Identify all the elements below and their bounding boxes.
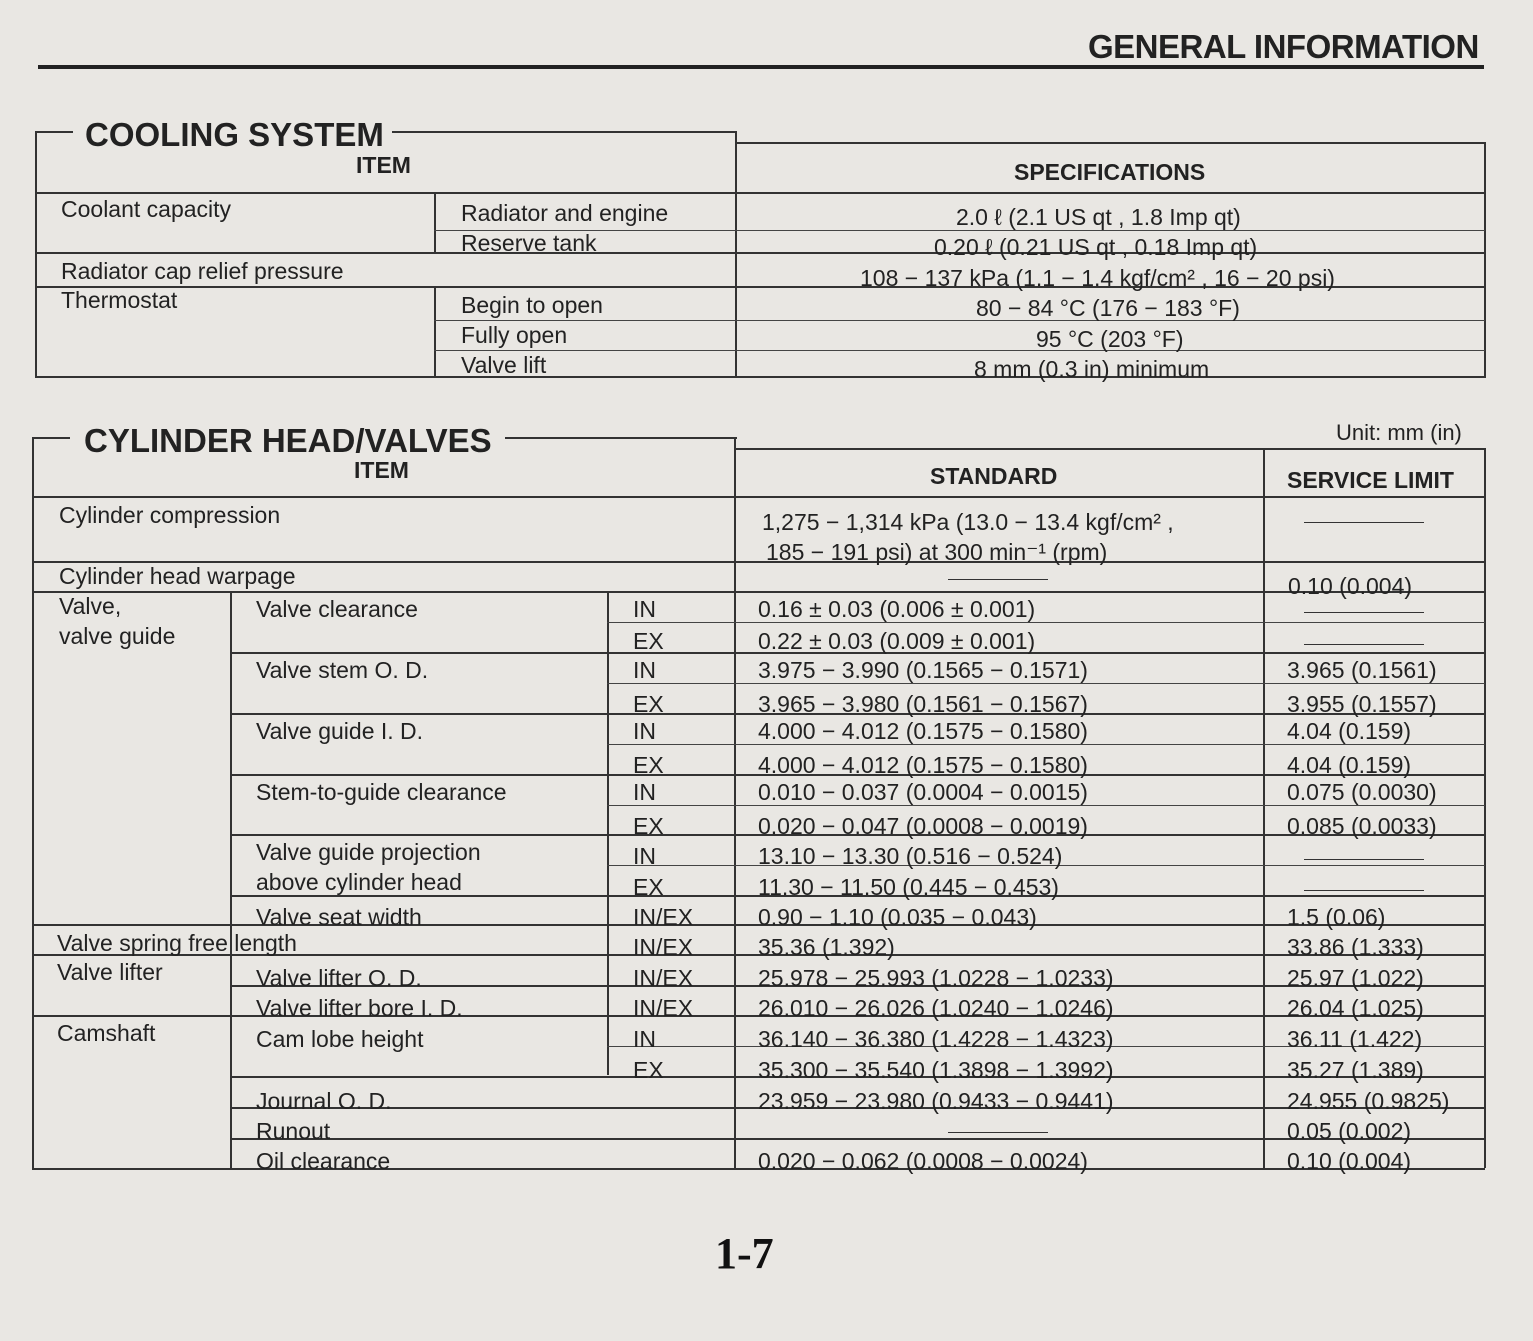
row-item-label: Valve clearance [256,596,418,622]
row-item-label: Cam lobe height [256,1026,424,1052]
row-service-limit: 0.085 (0.0033) [1287,813,1437,839]
row-standard-value: 0.90 − 1.10 (0.035 − 0.043) [758,904,1037,930]
row-side-label: IN/EX [633,965,694,991]
row-standard-value: 11.30 − 11.50 (0.445 − 0.453) [758,874,1059,900]
row-service-limit: 4.04 (0.159) [1287,718,1412,744]
unit-label: Unit: mm (in) [1336,420,1462,445]
row-standard-value: 0.020 − 0.047 (0.0008 − 0.0019) [758,813,1088,839]
row-item-label: Oil clearance [256,1148,391,1174]
row-item-label: Valve seat width [256,904,422,930]
row-service-limit: 36.11 (1.422) [1287,1026,1423,1052]
row-item-label: Valve guide I. D. [256,718,424,744]
camshaft-label: Camshaft [57,1020,156,1046]
row-service-limit: 0.075 (0.0030) [1287,779,1437,805]
reserve-tank-value: 0.20 ℓ (0.21 US qt , 0.18 Imp qt) [934,234,1258,260]
row-side-label: IN [633,843,656,869]
row-service-limit: 1.5 (0.06) [1287,904,1386,930]
row-service-limit: 25.97 (1.022) [1287,965,1424,991]
service-limit-header: SERVICE LIMIT [1287,467,1454,493]
row-standard-value: 13.10 − 13.30 (0.516 − 0.524) [758,843,1063,869]
row-item-label: Runout [256,1118,331,1144]
row-service-limit: 33.86 (1.333) [1287,934,1424,960]
row-side-label: IN/EX [633,904,694,930]
row-side-label: EX [633,752,664,778]
page-title: GENERAL INFORMATION [1088,28,1479,65]
row-standard-value: 25.978 − 25.993 (1.0228 − 1.0233) [758,965,1114,991]
cooling-system-title: COOLING SYSTEM [79,116,390,154]
row-item-label: Journal O. D. [256,1088,392,1114]
compression-standard-line1: 1,275 − 1,314 kPa (13.0 − 13.4 kgf/cm² , [762,509,1174,535]
runout-standard-dash [948,1132,1048,1133]
row-standard-value: 3.965 − 3.980 (0.1561 − 0.1567) [758,691,1088,717]
row-item-label: Stem-to-guide clearance [256,779,507,805]
service-limit-dash [1304,859,1424,860]
fully-open-value: 95 °C (203 °F) [1036,326,1184,352]
row-side-label: IN/EX [633,995,694,1021]
row-item-label: Valve stem O. D. [256,657,429,683]
row-service-limit: 35.27 (1.389) [1287,1057,1424,1083]
spring-length-label: Valve spring free length [57,930,297,956]
row-side-label: EX [633,691,664,717]
guide-projection-label-line2: above cylinder head [256,869,462,895]
thermostat-label: Thermostat [61,287,178,313]
cylinder-compression-label: Cylinder compression [59,502,281,528]
service-limit-dash [1304,644,1424,645]
row-service-limit: 0.10 (0.004) [1287,1148,1412,1174]
row-standard-value: 35.300 − 35.540 (1.3898 − 1.3992) [758,1057,1114,1083]
page-number: 1-7 [715,1229,774,1278]
row-standard-value: 35.36 (1.392) [758,934,895,960]
row-standard-value: 0.22 ± 0.03 (0.009 ± 0.001) [758,628,1036,654]
row-item-label: Valve lifter bore I. D. [256,995,463,1021]
row-side-label: IN [633,718,656,744]
row-standard-value: 4.000 − 4.012 (0.1575 − 0.1580) [758,718,1088,744]
cylinder-item-header: ITEM [354,457,409,483]
radiator-engine-value: 2.0 ℓ (2.1 US qt , 1.8 Imp qt) [956,204,1241,230]
radiator-cap-label: Radiator cap relief pressure [61,258,344,284]
begin-to-open-value: 80 − 84 °C (176 − 183 °F) [976,295,1240,321]
row-service-limit: 3.955 (0.1557) [1287,691,1437,717]
row-service-limit: 0.05 (0.002) [1287,1118,1412,1144]
row-standard-value: 0.16 ± 0.03 (0.006 ± 0.001) [758,596,1036,622]
row-side-label: EX [633,874,664,900]
valve-group-label-line1: Valve, [59,593,122,619]
begin-to-open-label: Begin to open [461,292,603,318]
row-service-limit: 24.955 (0.9825) [1287,1088,1450,1114]
cooling-item-header: ITEM [356,152,411,178]
service-limit-dash [1304,612,1424,613]
standard-header: STANDARD [930,463,1058,489]
row-side-label: IN/EX [633,934,694,960]
row-side-label: IN [633,596,656,622]
cylinder-head-title: CYLINDER HEAD/VALVES [78,422,498,460]
row-standard-value: 36.140 − 36.380 (1.4228 − 1.4323) [758,1026,1114,1052]
valve-group-label-line2: valve guide [59,623,176,649]
reserve-tank-label: Reserve tank [461,230,597,256]
row-service-limit: 3.965 (0.1561) [1287,657,1437,683]
warpage-label: Cylinder head warpage [59,563,296,589]
row-standard-value: 4.000 − 4.012 (0.1575 − 0.1580) [758,752,1088,778]
radiator-engine-label: Radiator and engine [461,200,669,226]
row-standard-value: 0.010 − 0.037 (0.0004 − 0.0015) [758,779,1088,805]
service-limit-dash [1304,890,1424,891]
valve-lift-label: Valve lift [461,352,547,378]
warpage-standard-dash [948,579,1048,580]
row-standard-value: 26.010 − 26.026 (1.0240 − 1.0246) [758,995,1114,1021]
row-service-limit: 26.04 (1.025) [1287,995,1424,1021]
row-side-label: EX [633,813,664,839]
row-side-label: IN [633,779,656,805]
compression-standard-line2: 185 − 191 psi) at 300 min⁻¹ (rpm) [766,539,1108,565]
compression-limit-dash [1304,522,1424,523]
radiator-cap-value: 108 − 137 kPa (1.1 − 1.4 kgf/cm² , 16 − 20 psi) [860,265,1335,291]
row-standard-value: 3.975 − 3.990 (0.1565 − 0.1571) [758,657,1088,683]
row-side-label: EX [633,1057,664,1083]
row-side-label: IN [633,657,656,683]
valve-lifter-label: Valve lifter [57,959,163,985]
fully-open-label: Fully open [461,322,568,348]
row-side-label: IN [633,1026,656,1052]
row-item-label: Valve lifter O. D. [256,965,422,991]
warpage-limit: 0.10 (0.004) [1288,573,1413,599]
cooling-spec-header: SPECIFICATIONS [1014,159,1206,185]
row-side-label: EX [633,628,664,654]
coolant-capacity-label: Coolant capacity [61,196,232,222]
row-standard-value: 0.020 − 0.062 (0.0008 − 0.0024) [758,1148,1088,1174]
row-standard-value: 23.959 − 23.980 (0.9433 − 0.9441) [758,1088,1114,1114]
header-rule [38,65,1484,69]
valve-lift-value: 8 mm (0.3 in) minimum [974,356,1210,382]
guide-projection-label-line1: Valve guide projection [256,839,481,865]
row-service-limit: 4.04 (0.159) [1287,752,1412,778]
